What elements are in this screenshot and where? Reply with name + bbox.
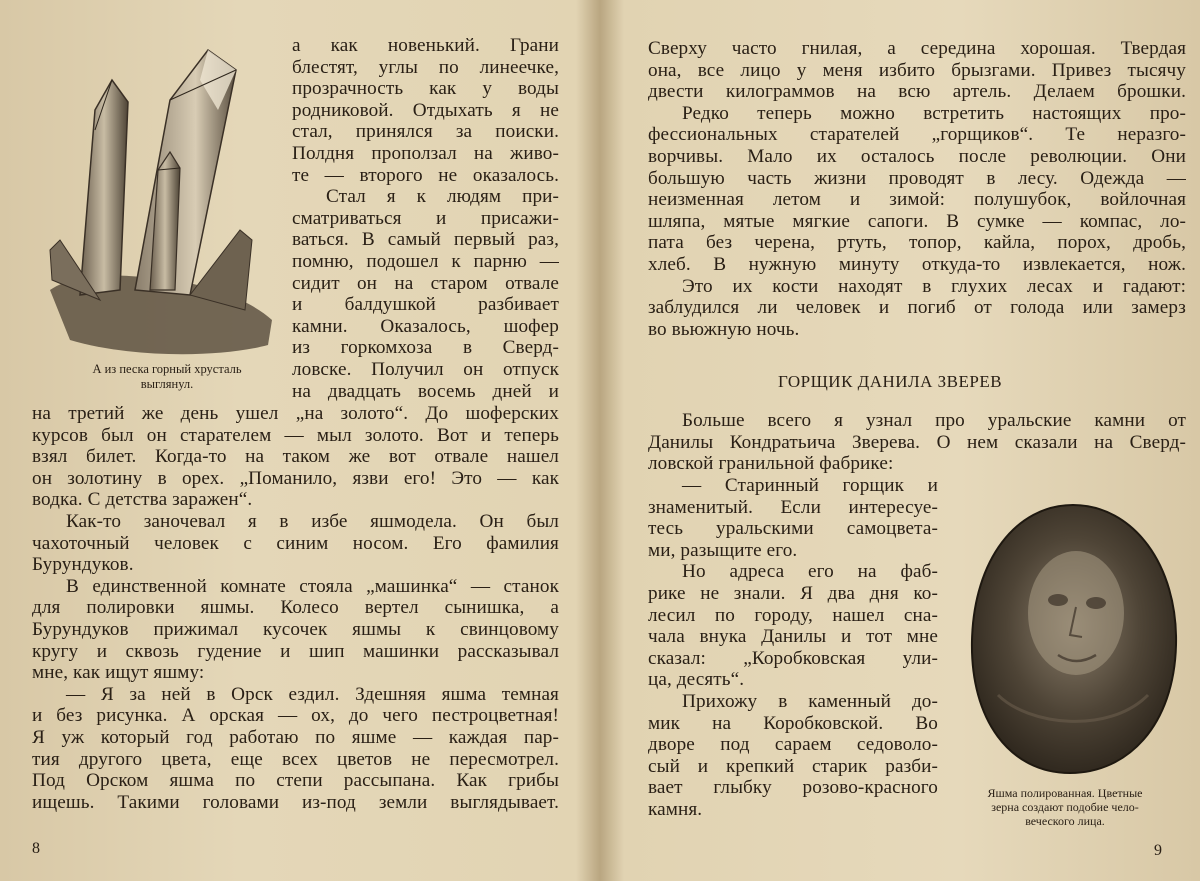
section-heading: ГОРЩИК ДАНИЛА ЗВЕРЕВ [778, 372, 1003, 391]
text-line: В единственной комнате стояла „машинка“ — станок [66, 575, 559, 597]
text-line: тия другого цвета, еще всех цветов не пересмотрел. [32, 748, 559, 770]
text-line: неизменная летом и зимой: полушубок, войлочная [648, 189, 1186, 211]
text-line: камня. [648, 798, 703, 820]
text-line: на третий же день ушел „на золото“. До шоферских [32, 403, 559, 424]
illustration-caption [52, 362, 282, 392]
text-line: ловске. Получил он отпуск [292, 358, 559, 380]
text-line: ми, разыщите его. [648, 539, 798, 561]
text-line: сматриваться и присажи- [292, 207, 559, 229]
text-line: — Старинный горщик и [682, 475, 938, 496]
text-line: дворе под сараем седоволо- [648, 734, 938, 756]
text-line: вает глыбку розово-красного [648, 777, 938, 799]
text-line: водка. С детства заражен“. [32, 489, 253, 511]
text-line: ворчивы. Мало их осталось после революции. Они [648, 145, 1186, 167]
text-line: Стал я к людям при- [326, 186, 559, 208]
text-line: ловской гранильной фабрике: [648, 453, 894, 475]
left-full-text [32, 403, 559, 813]
text-line: во вьюжную ночь. [648, 318, 800, 340]
text-line: Как-то заночевал я в избе яшмодела. Он был [66, 510, 559, 532]
text-line: тесь уральскими самоцвета- [648, 518, 938, 540]
text-line: кругу и сквозь гудение и шип машинки рассказывал [32, 640, 559, 662]
text-line: Но адреса его на фаб- [682, 561, 938, 583]
text-line: стал, принялся за поиски. [292, 121, 559, 143]
right-column-text [648, 475, 938, 821]
text-line: двести килограммов на всю артель. Делаем брошки. [648, 81, 1186, 103]
text-line: прозрачность как у воды [292, 78, 559, 100]
caption-line: А из песка горный хрусталь [92, 362, 242, 376]
text-line: сидит он на старом отвале [292, 272, 559, 294]
text-line: Редко теперь можно встретить настоящих про- [682, 102, 1186, 124]
text-line: те — второго не оказалось. [292, 164, 559, 186]
text-line: ищешь. Такими головами из-под земли выглядывает. [32, 791, 559, 813]
text-line: сый и крепкий старик разби- [648, 755, 938, 777]
caption-line: зерна создают подобие чело- [991, 800, 1139, 814]
caption-line: выглянул. [140, 377, 194, 391]
text-line: курсов был он старателем — мыл золото. Вот и теперь [32, 424, 559, 446]
right-top-text [648, 38, 1186, 340]
text-line: он золотину в орех. „Поманило, язви его! Это — как [32, 467, 559, 489]
text-line: — Я за ней в Орск ездил. Здешняя яшма темная [66, 683, 559, 705]
left-column-text [292, 35, 559, 402]
text-line: для полировки яшмы. Колесо вертел сынишка, а [32, 597, 559, 619]
text-line: а как новенький. Грани [292, 35, 559, 56]
text-line: мик на Коробковской. Во [648, 712, 938, 734]
illustration-caption [940, 786, 1190, 828]
text-line: ца, десять“. [648, 669, 745, 691]
text-line: сказал: „Коробковская ули- [648, 647, 938, 669]
text-line: фессиональных старателей „горщиков“. Те неразго- [648, 124, 1186, 146]
text-line: Прихожу в каменный до- [682, 690, 938, 712]
polished-jasper-illustration [958, 495, 1188, 785]
text-line: и без рисунка. А орская — ох, до чего пестроцветная! [32, 705, 559, 727]
text-line: хлеб. В нужную минуту откуда-то извлекается, нож. [648, 253, 1186, 275]
text-line: она, все лицо у меня избито брызгами. Привез тысячу [648, 59, 1186, 81]
text-line: помню, подошел к парню — [292, 250, 559, 272]
caption-line: Яшма полированная. Цветные [987, 786, 1143, 800]
text-line: из горкомхоза в Сверд- [292, 337, 559, 359]
right-intro-text [648, 410, 1186, 475]
text-line: родниковой. Отдыхать я не [292, 99, 559, 121]
text-line: рике не знали. Я два дня ко- [648, 582, 938, 604]
text-line: и балдушкой разбивает [292, 294, 559, 316]
text-line: пата без черена, ртуть, топор, кайла, порох, дробь, [648, 232, 1186, 254]
text-line: Больше всего я узнал про уральские камни от [682, 410, 1186, 431]
text-line: Полдня проползал на живо- [292, 142, 559, 164]
page-number-left: 8 [32, 840, 40, 857]
text-line: ваться. В самый первый раз, [292, 229, 559, 251]
quartz-crystal-illustration [40, 40, 280, 360]
text-line: Под Орском яшма по степи рассыпана. Как грибы [32, 770, 559, 792]
page-number-right: 9 [1154, 842, 1162, 859]
text-line: чахоточный человек с синим носом. Его фамилия [32, 532, 559, 554]
text-line: большую часть жизни проводят в лесу. Одежда — [648, 167, 1186, 189]
text-line: чала внука Данилы и тот мне [648, 626, 938, 648]
text-line: Я уж который год работаю по яшме — каждая пар- [32, 726, 559, 748]
text-line: лесил по городу, нашел сна- [648, 604, 938, 626]
text-line: знаменитый. Если интересуе- [648, 496, 938, 518]
text-line: шляпа, мятые мягкие сапоги. В сумке — компас, ло- [648, 210, 1186, 232]
text-line: Бурундуков прижимал кусочек яшмы к свинцовому [32, 618, 559, 640]
caption-line: веческого лица. [1025, 814, 1105, 828]
text-line: Данилы Кондратьича Зверева. О нем сказали на Сверд- [648, 431, 1186, 453]
text-line: взял билет. Когда-то на таком же вот отвале нашел [32, 446, 559, 468]
text-line: мне, как ищут яшму: [32, 662, 205, 684]
text-line: Это их кости находят в глухих лесах и гадают: [682, 275, 1186, 297]
text-line: камни. Оказалось, шофер [292, 315, 559, 337]
text-line: заблудился ли человек и погиб от голода или замерз [648, 297, 1186, 319]
text-line: на двадцать восемь дней и [292, 380, 559, 402]
right-page [600, 0, 1200, 881]
text-line: Сверху часто гнилая, а середина хорошая. Твердая [648, 38, 1186, 59]
text-line: блестят, углы по линеечке, [292, 56, 559, 78]
text-line: Бурундуков. [32, 554, 134, 576]
